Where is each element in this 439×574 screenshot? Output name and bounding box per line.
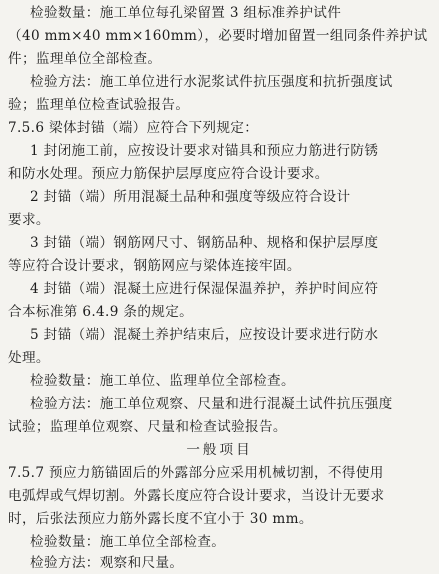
list-item: 5 封锚（端）混凝土养护结束后，应按设计要求进行防水: [30, 327, 379, 343]
text-line: （40 mm×40 mm×160mm），必要时增加留置一组同条件养护试: [8, 28, 428, 44]
clause-heading: 7.5.7 预应力筋锚固后的外露部分应采用机械切割，不得使用: [8, 465, 384, 481]
list-item: 3 封锚（端）钢筋网尺寸、钢筋品种、规格和保护层厚度: [30, 235, 379, 251]
text-line: 件；监理单位全部检查。: [8, 51, 162, 67]
text-line: 检验数量：施工单位全部检查。: [30, 534, 226, 550]
section-heading: 一般项目: [186, 442, 253, 458]
clause-heading: 7.5.6 梁体封锚（端）应符合下列规定：: [8, 120, 259, 136]
text-line: 试验；监理单位观察、尺量和检查试验报告。: [8, 419, 287, 435]
text-line: 检验方法：观察和尺量。: [30, 555, 184, 571]
list-item: 2 封锚（端）所用混凝土品种和强度等级应符合设计: [30, 189, 351, 205]
list-item: 1 封闭施工前，应按设计要求对锚具和预应力筋进行防锈: [30, 143, 379, 159]
text-line: 检验方法：施工单位观察、尺量和进行混凝土试件抗压强度: [30, 396, 393, 412]
text-line: 验；监理单位检查试验报告。: [8, 97, 190, 113]
text-line: 检验数量：施工单位、监理单位全部检查。: [30, 373, 295, 389]
text-line: 电弧焊或气焊切割。外露长度应符合设计要求，当设计无要求: [8, 488, 385, 504]
text-line: 时，后张法预应力筋外露长度不宜小于 30 mm。: [8, 511, 313, 527]
text-line: 要求。: [8, 212, 50, 228]
text-line: 等应符合设计要求，钢筋网应与梁体连接牢固。: [8, 258, 301, 274]
text-line: 检验数量：施工单位每孔梁留置 3 组标准养护试件: [30, 5, 342, 21]
text-line: 检验方法：施工单位进行水泥浆试件抗压强度和抗折强度试: [30, 74, 393, 90]
list-item: 4 封锚（端）混凝土应进行保湿保温养护，养护时间应符: [30, 281, 379, 297]
text-line: 处理。: [8, 350, 50, 366]
text-line: 合本标准第 6.4.9 条的规定。: [8, 304, 194, 320]
text-line: 和防水处理。预应力筋保护层厚度应符合设计要求。: [8, 166, 329, 182]
